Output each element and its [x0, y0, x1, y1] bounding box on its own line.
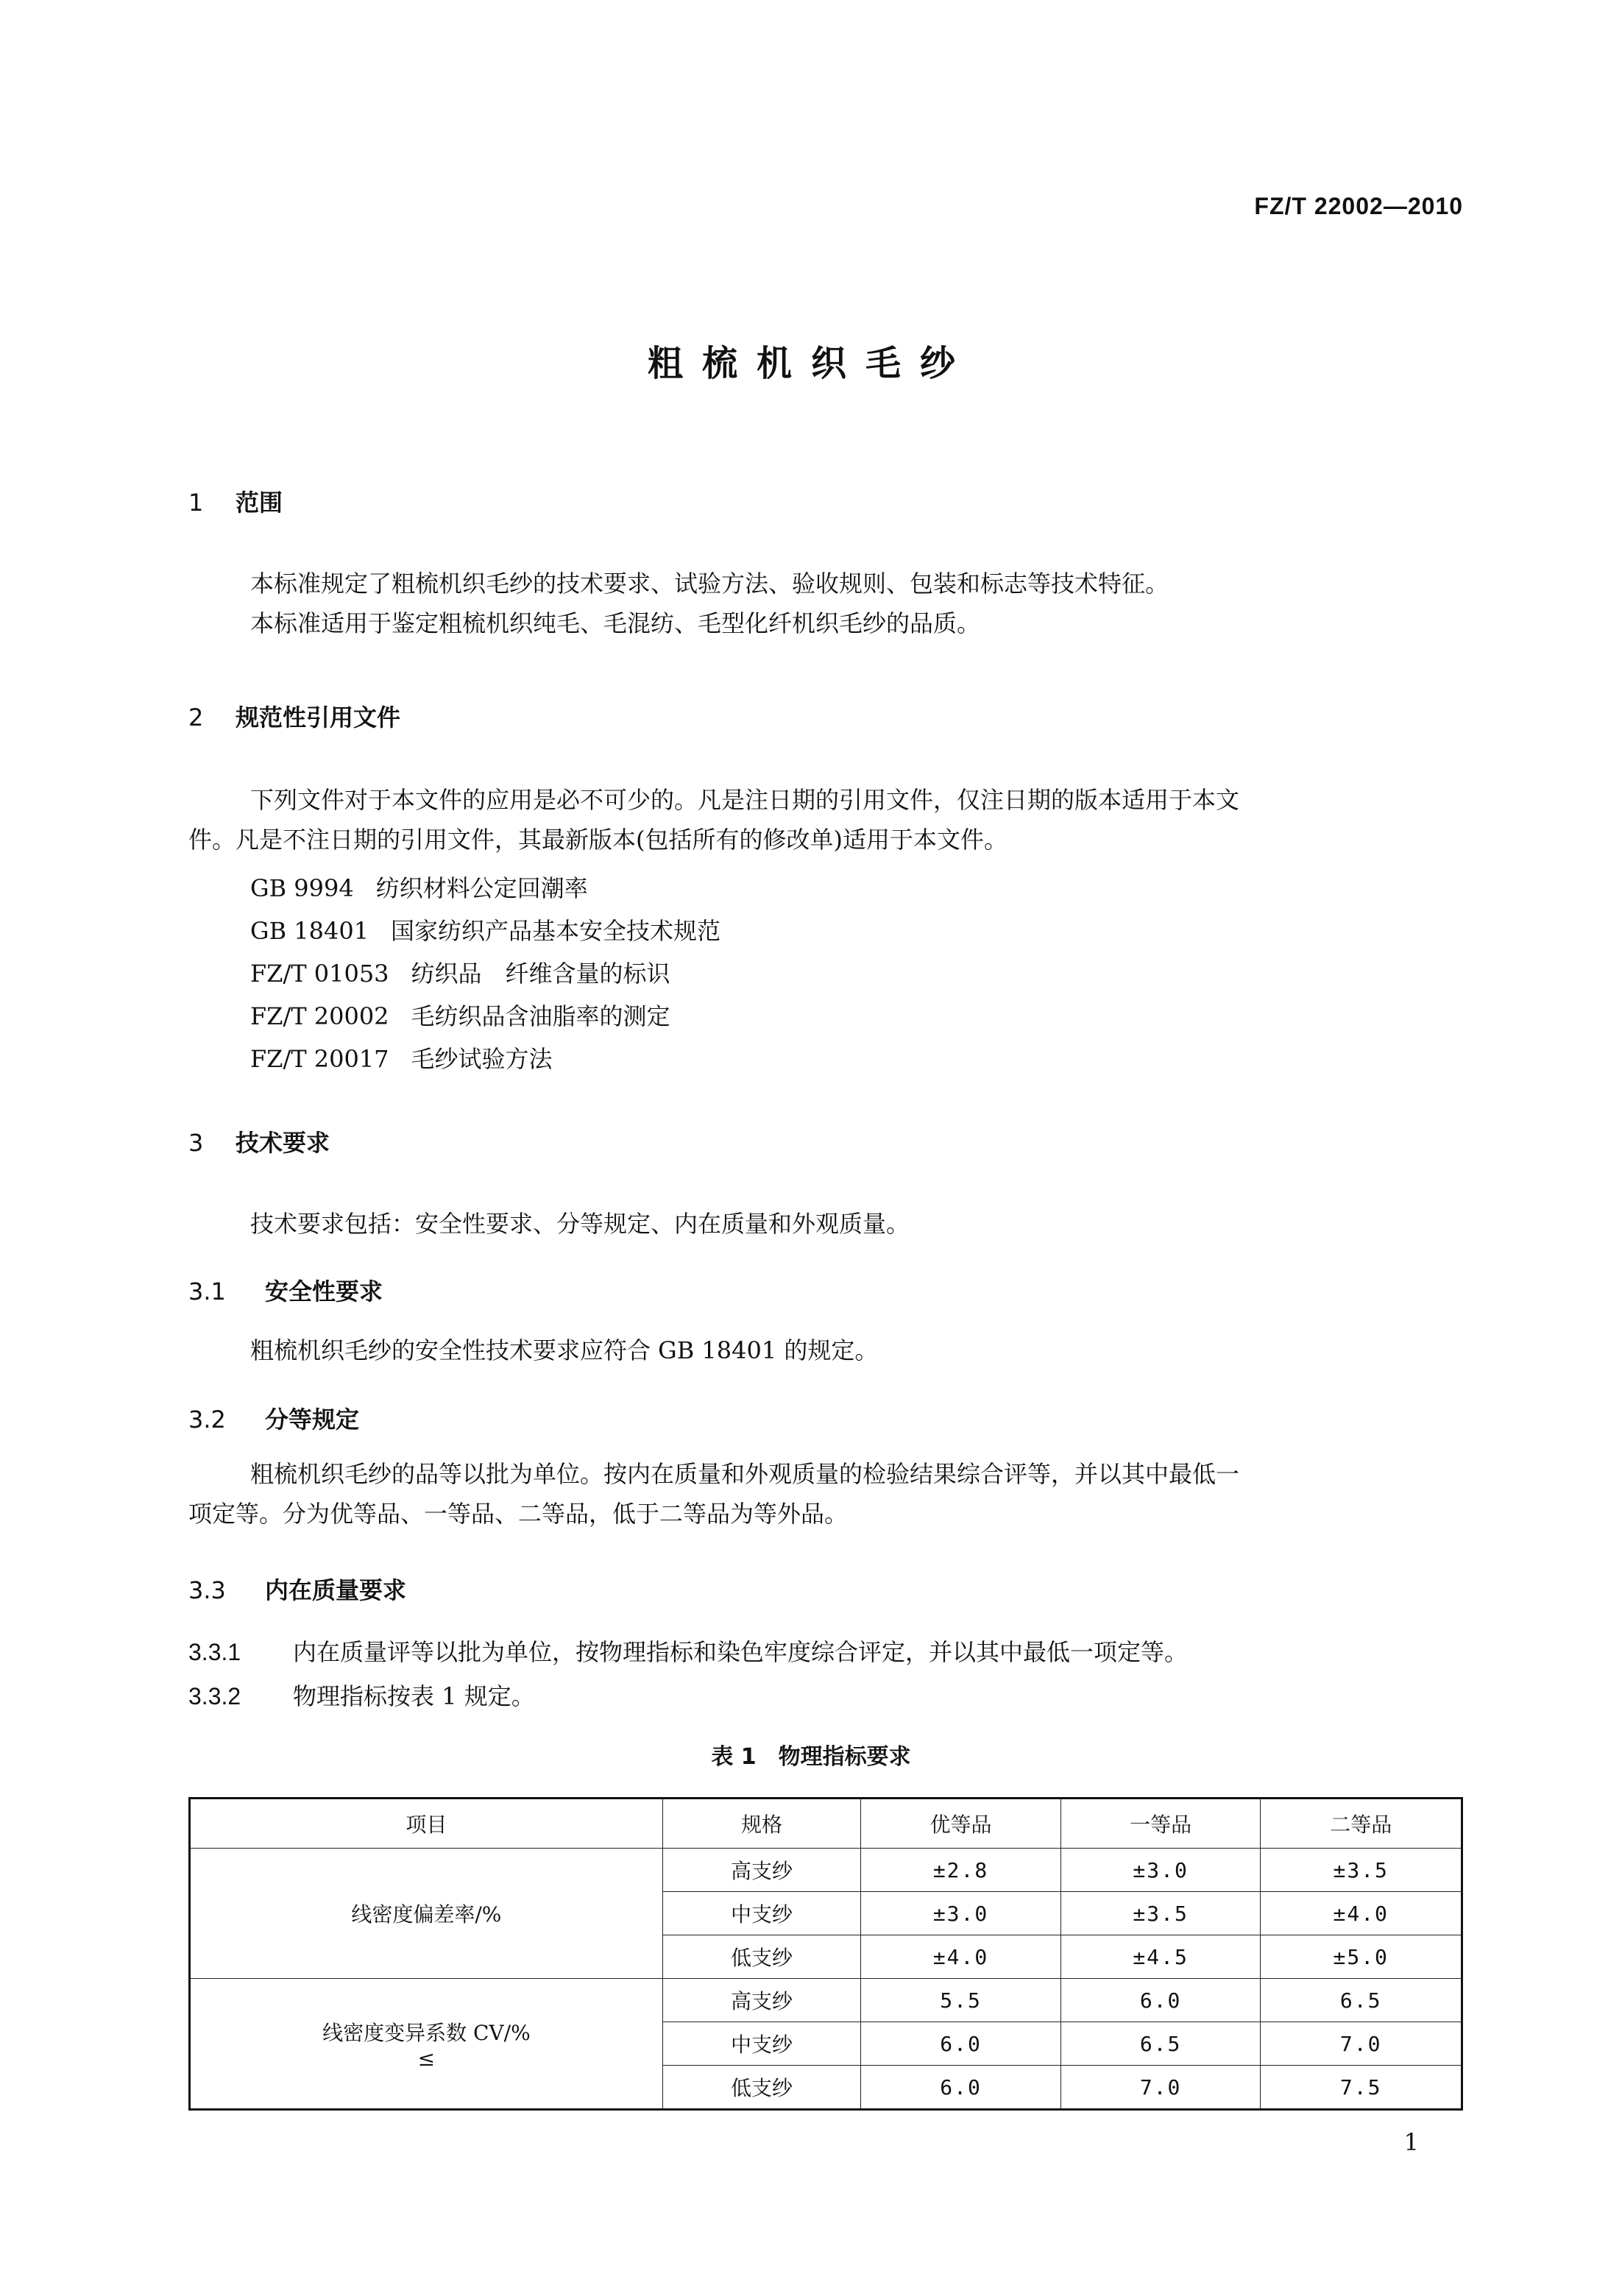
value-cell: ±4.5 — [1060, 1935, 1261, 1979]
section-title: 规范性引用文件 — [235, 704, 401, 731]
spec-cell: 低支纱 — [662, 1935, 860, 1979]
value-cell: 6.0 — [861, 2022, 1061, 2066]
section-title: 内在质量要求 — [265, 1576, 407, 1604]
value-cell: ±3.5 — [1060, 1892, 1261, 1935]
reference-item — [250, 913, 720, 946]
paragraph: 技术要求包括：安全性要求、分等规定、内在质量和外观质量。 — [250, 1210, 910, 1238]
paragraph-line: 下列文件对于本文件的应用是必不可少的。凡是注日期的引用文件，仅注日期的版本适用于本文 — [250, 786, 1240, 814]
page-number: 1 — [1403, 2128, 1419, 2156]
section-number: 3 — [188, 1129, 204, 1157]
reference-name: 纺织材料公定回潮率 — [375, 874, 588, 902]
value-cell: 7.0 — [1261, 2022, 1462, 2066]
value-cell: 7.5 — [1261, 2066, 1462, 2110]
section-number: 3.1 — [188, 1278, 226, 1305]
table-header-cell: 一等品 — [1060, 1799, 1261, 1849]
value-cell: 7.0 — [1060, 2066, 1261, 2110]
section-title: 技术要求 — [235, 1129, 330, 1157]
value-cell: 6.0 — [861, 2066, 1061, 2110]
value-cell: ±2.8 — [861, 1849, 1061, 1892]
reference-item — [250, 955, 670, 989]
spec-cell: 中支纱 — [662, 2022, 860, 2066]
reference-code: FZ/T 01053 — [250, 960, 389, 988]
value-cell: 6.0 — [1060, 1979, 1261, 2022]
value-cell: 6.5 — [1261, 1979, 1462, 2022]
section-3-2-heading — [188, 1401, 359, 1435]
value-cell: 6.5 — [1060, 2022, 1261, 2066]
reference-code: FZ/T 20017 — [250, 1045, 389, 1073]
section-number: 3.2 — [188, 1406, 226, 1434]
reference-code: FZ/T 20002 — [250, 1002, 389, 1030]
paragraph-line: 项定等。分为优等品、一等品、二等品，低于二等品为等外品。 — [188, 1500, 849, 1528]
section-title: 范围 — [235, 489, 283, 517]
clause-number: 3.3.1 — [188, 1639, 241, 1665]
value-cell: ±5.0 — [1261, 1935, 1462, 1979]
item-label: 线密度变异系数 CV/% — [322, 2020, 531, 2045]
table-header-cell: 规格 — [662, 1799, 860, 1849]
section-1-heading — [188, 484, 283, 518]
reference-code: GB 9994 — [250, 874, 354, 902]
clause-text: 内在质量评等以批为单位，按物理指标和染色牢度综合评定，并以其中最低一项定等。 — [293, 1638, 1189, 1666]
reference-name: 毛纺织品含油脂率的测定 — [411, 1002, 670, 1030]
physical-index-table — [188, 1797, 1463, 2111]
table-header-row — [190, 1799, 1462, 1849]
value-cell: ±3.0 — [861, 1892, 1061, 1935]
clause-text: 物理指标按表 1 规定。 — [293, 1682, 535, 1710]
table-header-cell: 优等品 — [861, 1799, 1061, 1849]
section-3-1-body — [188, 1331, 1465, 1370]
reference-name: 纺织品 纤维含量的标识 — [411, 960, 670, 988]
section-3-heading — [188, 1124, 330, 1158]
value-cell: ±4.0 — [1261, 1892, 1462, 1935]
section-number: 1 — [188, 489, 204, 517]
paragraph: 本标准适用于鉴定粗梳机织纯毛、毛混纺、毛型化纤机织毛纱的品质。 — [250, 609, 981, 637]
reference-name: 毛纱试验方法 — [411, 1045, 553, 1073]
paragraph: 粗梳机织毛纱的安全性技术要求应符合 GB 18401 的规定。 — [250, 1336, 879, 1364]
item-sub-label: ≤ — [417, 2046, 436, 2071]
spec-cell: 高支纱 — [662, 1979, 860, 2022]
section-3-1-heading — [188, 1273, 383, 1307]
table-header-cell: 项目 — [190, 1799, 663, 1849]
section-1-body — [188, 564, 1465, 643]
document-title: 粗梳机织毛纱 — [647, 343, 974, 384]
spec-cell: 高支纱 — [662, 1849, 860, 1892]
section-title: 安全性要求 — [265, 1278, 383, 1305]
section-number: 3.3 — [188, 1576, 226, 1604]
spec-cell: 中支纱 — [662, 1892, 860, 1935]
reference-item — [250, 998, 670, 1032]
reference-item — [250, 1041, 553, 1074]
paragraph-line: 粗梳机织毛纱的品等以批为单位。按内在质量和外观质量的检验结果综合评等，并以其中最低一 — [250, 1460, 1240, 1488]
section-3-3-heading — [188, 1572, 406, 1606]
table-header-cell: 二等品 — [1261, 1799, 1462, 1849]
clause-3-3-1 — [188, 1634, 1188, 1668]
reference-item — [250, 870, 588, 904]
reference-name: 国家纺织产品基本安全技术规范 — [391, 917, 721, 945]
value-cell: ±4.0 — [861, 1935, 1061, 1979]
reference-code: GB 18401 — [250, 917, 369, 945]
value-cell: ±3.0 — [1060, 1849, 1261, 1892]
section-title: 分等规定 — [265, 1406, 360, 1434]
standard-code: FZ/T 22002—2010 — [1254, 193, 1463, 219]
section-2-body — [188, 780, 1465, 860]
spec-cell: 低支纱 — [662, 2066, 860, 2110]
table-caption: 表 1 物理指标要求 — [711, 1744, 911, 1770]
table-row — [190, 1849, 1462, 1892]
section-number: 2 — [188, 704, 204, 731]
table-row — [190, 1979, 1462, 2022]
paragraph: 本标准规定了粗梳机织毛纱的技术要求、试验方法、验收规则、包装和标志等技术特征。 — [250, 570, 1169, 598]
item-cell — [190, 1979, 663, 2110]
section-2-heading — [188, 699, 400, 733]
section-3-2-body — [188, 1454, 1465, 1534]
item-cell: 线密度偏差率/% — [190, 1849, 663, 1979]
clause-3-3-2 — [188, 1678, 535, 1712]
value-cell: ±3.5 — [1261, 1849, 1462, 1892]
paragraph-line: 件。凡是不注日期的引用文件，其最新版本(包括所有的修改单)适用于本文件。 — [188, 826, 1007, 854]
value-cell: 5.5 — [861, 1979, 1061, 2022]
section-3-body — [188, 1204, 1465, 1244]
clause-number: 3.3.2 — [188, 1683, 241, 1709]
